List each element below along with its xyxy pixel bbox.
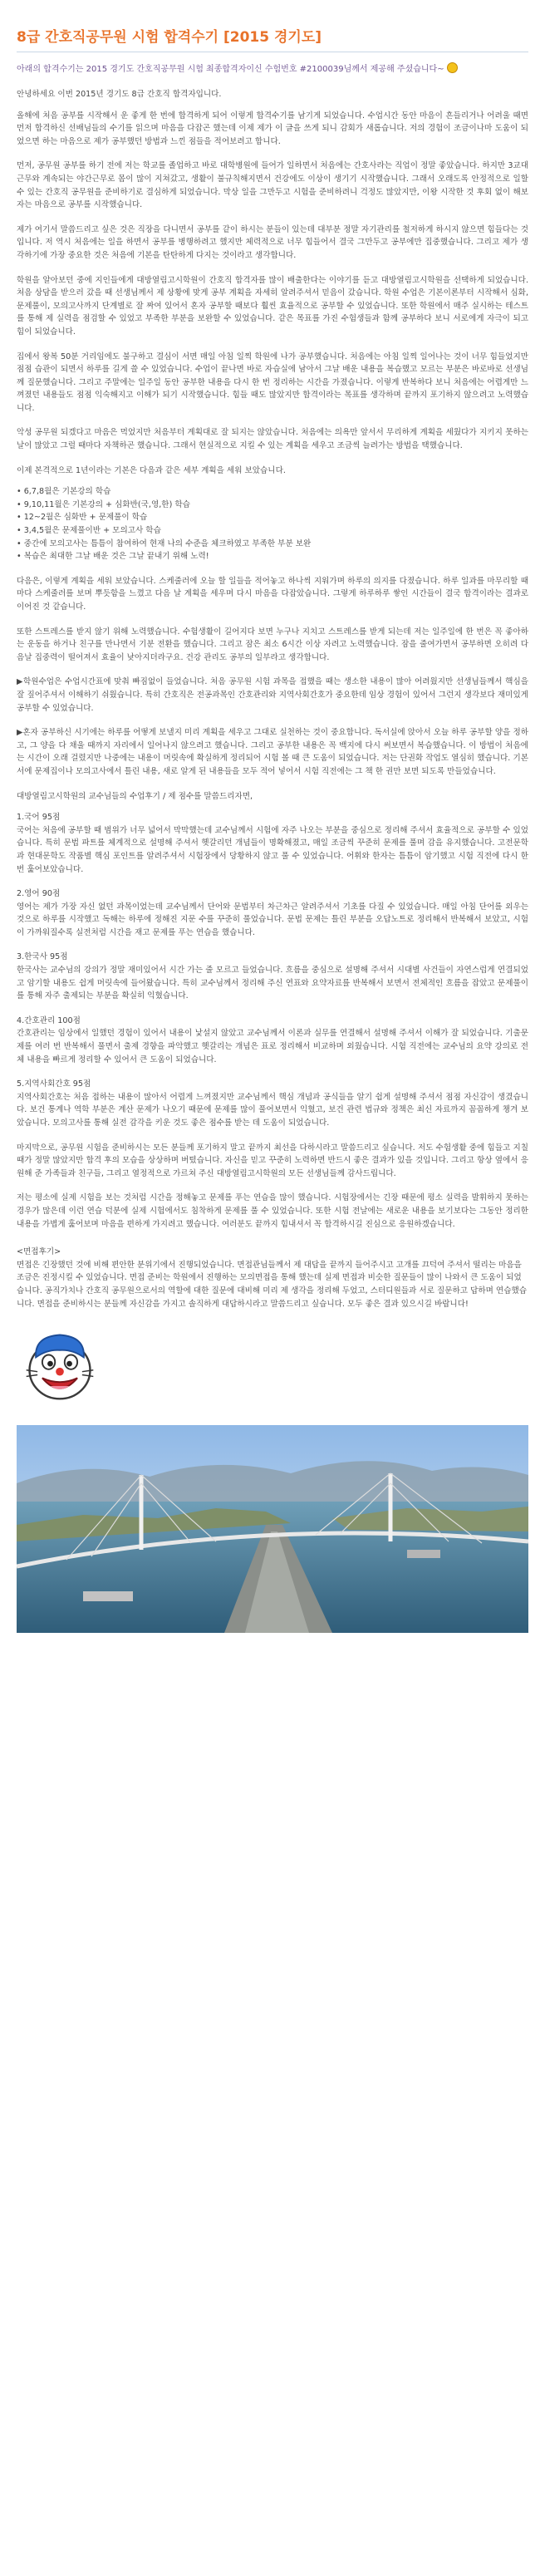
interview-review: [17, 1246, 528, 1310]
paragraph: 또한 스트레스를 받지 않기 위해 노력했습니다. 수험생활이 길어지다 보면 누구나 지치고 스트레스를 받게 되는데 저는 일주일에 한 번은 꼭 좋아하는 운동을 하거나 친구를 만나면서 기분 전환을 했습니다. 그리고 잠은 최소 6시간 이상 자려고 노력했습니다. 잠을 줄여가면서 공부하면 오히려 다음날 집중력이 떨어져서 효율이 낮아지더라구요. 건강 관리도 공부의 일부라고 생각합니다.: [17, 627, 528, 662]
subject-body: 한국사는 교수님의 강의가 정말 재미있어서 시간 가는 줄 모르고 들었습니다. 흐름을 중심으로 설명해 주셔서 시대별 사건들이 자연스럽게 연결되었고 암기할 내용도 쉽게 머릿속에 들어왔습니다. 특히 교수님께서 정리해 주신 연표와 요약자료를 반복해서 보면서 전체적인 흐름을 잡았고 문제풀이를 통해 자주 출제되는 부분을 확실히 익혔습니다.: [17, 966, 528, 1001]
smiley-icon: [447, 62, 458, 73]
interview-review-heading: <면접후기>: [17, 1247, 61, 1257]
list-item: • 9,10,11월은 기본강의 + 심화반(국,영,한) 학습: [17, 499, 190, 509]
paragraph: 집에서 왕복 50분 거리임에도 불구하고 결심이 서면 매일 아침 일찍 학원에 나가 공부했습니다. 처음에는 아침 일찍 일어나는 것이 너무 힘들었지만 점점 습관이 되면서 하루를 길게 쓸 수 있었습니다. 수업이 끝나면 바로 자습실에 남아서 그날 배운 내용을 복습했고 모르는 부분은 바로바로 선생님께 질문했습니다. 그리고 주말에는 일주일 동안 공부한 내용을 다시 한 번 정리하는 시간을 가졌습니다. 이렇게 반복하다 보니 처음에는 어렵게만 느껴졌던 내용들도 점점 익숙해지고 이해가 되기 시작했습니다. 힘들 때도 많았지만 합격이라는 목표를 생각하며 끝까지 포기하지 않으려고 노력했습니다.: [17, 351, 528, 413]
paragraph: 안녕하세요 이번 2015년 경기도 8급 간호직 합격자입니다.: [17, 90, 222, 99]
interview-review-body: 면접은 긴장했던 것에 비해 편안한 분위기에서 진행되었습니다. 면접관님들께서 제 대답을 끝까지 들어주시고 고개를 끄덕여 주셔서 떨리는 마음을 조금은 진정시킬 수 있었습니다. 면접 준비는 학원에서 진행하는 모의면접을 통해 했는데 실제 면접과 비슷한 질문들이 많이 나와서 큰 도움이 되었습니다. 공직가치나 간호직 공무원으로서의 역할에 대한 질문에 대비해 미리 제 생각을 정리해 두었고, 스터디원들과 서로 질문하고 답하며 연습했습니다. 면접을 준비하시는 분들께 자신감을 가지고 솔직하게 대답하시라고 말씀드리고 싶습니다. 모두 좋은 결과 있으시길 바랍니다!: [17, 1260, 527, 1309]
harbor-bridge-photo: [17, 1425, 528, 1633]
subject-title: 3.한국사 95점: [17, 952, 68, 962]
paragraph: 마지막으로, 공무원 시험을 준비하시는 모든 분들께 포기하지 말고 끝까지 최선을 다하시라고 말씀드리고 싶습니다. 저도 수험생활 중에 힘들고 지칠 때가 정말 많았지만 합격 후의 모습을 상상하며 버텼습니다. 자신을 믿고 꾸준히 노력하면 반드시 좋은 결과가 있을 것입니다. 그리고 항상 옆에서 응원해 준 가족들과 친구들, 그리고 열정적으로 가르쳐 주신 대방열림고시학원의 모든 선생님들께 감사드립니다.: [17, 1143, 528, 1178]
subject-reviews: [17, 811, 528, 1129]
subject-body: 국어는 처음에 공부할 때 범위가 너무 넓어서 막막했는데 교수님께서 시험에 자주 나오는 부분을 중심으로 정리해 주셔서 효율적으로 공부할 수 있었습니다. 특히 문법 파트를 체계적으로 설명해 주셔서 헷갈리던 개념들이 명확해졌고, 매일 조금씩 꾸준히 문제를 풀며 감을 유지했습니다. 고전문학과 현대문학도 작품별 핵심 포인트를 알려주셔서 시험장에서 당황하지 않고 풀 수 있었습니다. 어휘와 한자는 틈틈이 암기했고 시험 직전에 다시 한 번 훑어보았습니다.: [17, 825, 528, 874]
paragraph: 올해에 처음 공부를 시작해서 운 좋게 한 번에 합격하게 되어 이렇게 합격수기를 남기게 되었습니다. 수업시간 동안 마음이 흔들리거나 어려울 때면 먼저 합격하신 선배님들의 수기를 읽으며 마음을 다잡곤 했는데 이제 제가 이 글을 쓰게 되니 감회가 새롭습니다. 저의 경험이 조금이나마 도움이 되었으면 하는 마음으로 제가 공부했던 방법과 느낀 점들을 적어보려고 합니다.: [17, 111, 528, 146]
paragraph: 악성 공무원 되겠다고 마음은 먹었지만 처음부터 계획대로 잘 되지는 않았습니다. 처음에는 의욕만 앞서서 무리하게 계획을 세웠다가 지키지 못하는 날이 많았고 그럴 때마다 자책하곤 했습니다. 그래서 현실적으로 지킬 수 있는 계획을 세우고 조금씩 늘려가는 방법을 택했습니다.: [17, 428, 528, 451]
subject-community-nursing: [17, 1078, 528, 1129]
study-plan-list: [17, 485, 528, 563]
subject-body: 간호관리는 임상에서 일했던 경험이 있어서 내용이 낯설지 않았고 교수님께서 이론과 실무를 연결해서 설명해 주셔서 이해가 잘 되었습니다. 기출문제를 여러 번 반복해서 풀면서 출제 경향을 파악했고 헷갈리는 개념은 표로 정리해서 비교하며 외웠습니다. 시험 직전에는 교수님의 요약 강의로 전체 내용을 빠르게 정리할 수 있어서 큰 도움이 되었습니다.: [17, 1029, 528, 1064]
paragraph: 저는 평소에 실제 시험을 보는 것처럼 시간을 정해놓고 문제를 푸는 연습을 많이 했습니다. 시험장에서는 긴장 때문에 평소 실력을 발휘하지 못하는 경우가 많은데 이런 연습 덕분에 실제 시험에서도 침착하게 문제를 풀 수 있었습니다. 또한 시험 전날에는 새로운 내용을 보기보다는 그동안 정리한 내용을 가볍게 훑어보며 마음을 편하게 가지려고 했습니다. 여러분도 끝까지 힘내셔서 꼭 합격하시길 진심으로 응원하겠습니다.: [17, 1193, 528, 1229]
subject-body: 지역사회간호는 처음 접하는 내용이 많아서 어렵게 느껴졌지만 교수님께서 핵심 개념과 공식들을 알기 쉽게 설명해 주셔서 점점 자신감이 생겼습니다. 보건 통계나 역학 부분은 계산 문제가 나오기 때문에 문제를 많이 풀어보면서 익혔고, 보건 관련 법규와 정책은 최신 자료까지 꼼꼼하게 챙겨 보았습니다. 모의고사를 통해 실전 감각을 키운 것도 좋은 점수를 받는 데 도움이 되었습니다.: [17, 1092, 528, 1128]
list-item: • 6,7,8월은 기본강의 학습: [17, 487, 111, 497]
list-item: • 중간에 모의고사는 틈틈이 참여하여 현재 나의 수준을 체크하였고 부족한 부분 보완: [17, 538, 312, 548]
paragraph: 이제 본격적으로 1년이라는 기본은 다음과 같은 세부 계획을 세워 보았습니다.: [17, 465, 286, 475]
post-title: 8급 간호직공무원 시험 합격수기 [2015 경기도]: [17, 29, 322, 46]
paragraph: 학원을 알아보던 중에 지인들에게 대방열림고시학원이 간호직 합격자를 많이 배출한다는 이야기를 듣고 대방열림고시학원을 선택하게 되었습니다. 처음 상담을 받으러 갔을 때 선생님께서 제 상황에 맞게 공부 계획을 자세히 알려주셔서 믿음이 갔습니다. 학원 수업은 기본이론부터 시작해서 심화, 문제풀이, 모의고사까지 단계별로 잘 짜여 있어서 혼자 공부할 때보다 훨씬 효율적으로 공부할 수 있었습니다. 또한 학원에서 매주 실시하는 테스트를 통해 제 실력을 점검할 수 있었고 부족한 부분을 보완할 수 있었습니다. 같은 목표를 가진 수험생들과 함께 공부하다 보니 서로에게 자극이 되고 힘이 되었습니다.: [17, 275, 528, 337]
paragraph: ▶학원수업은 수업시간표에 맞춰 빠짐없이 들었습니다. 처음 공무원 시험 과목을 접했을 때는 생소한 내용이 많아 어려웠지만 선생님들께서 핵심을 잘 짚어주셔서 이해하기 쉬웠습니다. 특히 간호직은 전공과목인 간호관리와 지역사회간호가 중요한데 임상 경험이 있어서 그런지 생각보다 재미있게 공부할 수 있었습니다.: [17, 677, 528, 713]
paragraph: 대방열림고시학원의 교수님들의 수업후기 / 제 점수를 말씀드리자면,: [17, 791, 253, 801]
paragraph: 먼저, 공무원 공부를 하기 전에 저는 학교를 졸업하고 바로 대학병원에 들어가 일하면서 처음에는 간호사라는 직업이 정말 좋았습니다. 하지만 3교대 근무와 계속되는 야간근무로 몸이 많이 지쳐갔고, 생활이 불규칙해지면서 건강에도 이상이 생기기 시작했습니다. 그래서 오래도록 안정적으로 일할 수 있는 간호직 공무원을 준비하기로 결심하게 되었습니다. 막상 일을 그만두고 시험을 준비하려니 걱정도 많았지만, 이왕 시작한 것 후회 없이 해보자는 마음으로 공부를 시작했습니다.: [17, 161, 528, 210]
paragraph: 다음은, 이렇게 계획을 세워 보았습니다. 스케줄러에 오늘 할 일들을 적어놓고 하나씩 지워가며 하루의 의지를 다졌습니다. 하루 일과를 마무리할 때마다 스케줄러를 보며 뿌듯함을 느꼈고 다음 날 계획을 세우며 다시 마음을 다잡았습니다. 그렇게 하루하루 쌓인 시간들이 결국 합격이라는 결과로 이어진 것 같습니다.: [17, 576, 528, 612]
body-paragraphs: [17, 88, 528, 477]
body-paragraphs-3: [17, 1142, 528, 1231]
subject-title: 2.영어 90점: [17, 889, 61, 899]
subject-title: 5.지역사회간호 95점: [17, 1079, 91, 1089]
paragraph: ▶혼자 공부하신 시기에는 하루를 어떻게 보낼지 미리 계획을 세우고 그대로 실천하는 것이 중요합니다. 독서실에 앉아서 오늘 하루 공부할 양을 정하고, 그 양을 다 채울 때까지 자리에서 일어나지 않으려고 했습니다. 그리고 공부한 내용은 꼭 백지에 다시 써보면서 복습했습니다. 이 방법이 처음에는 시간이 오래 걸렸지만 나중에는 내용이 머릿속에 확실하게 정리되어 시험 볼 때 큰 도움이 되었습니다. 저는 단권화 작업도 열심히 했습니다. 기본서에 문제집이나 모의고사에서 틀린 내용, 새로 알게 된 내용들을 모두 적어 넣어서 시험 직전에는 그 책 한 권만 보면 되도록 만들었습니다.: [17, 728, 528, 776]
list-item: • 12~2월은 심화반 + 문제풀이 학습: [17, 513, 148, 523]
subject-title: 1.국어 95점: [17, 813, 61, 823]
subject-nursing-management: [17, 1015, 528, 1066]
subject-korean-history: [17, 951, 528, 1002]
subject-korean: [17, 811, 528, 876]
post-intro: [17, 62, 528, 76]
post-intro-text: 아래의 합격수기는 2015 경기도 간호직공무원 시험 최종합격자이신 수험번호 #2100039님께서 제공해 주셨습니다~: [17, 65, 444, 74]
list-item: • 복습은 최대한 그날 배운 것은 그날 끝내기 위해 노력!: [17, 552, 209, 562]
list-item: • 3,4,5월은 문제풀이반 + 모의고사 학습: [17, 526, 161, 536]
subject-body: 영어는 제가 가장 자신 없던 과목이었는데 교수님께서 단어와 문법부터 차근차근 알려주셔서 기초를 다질 수 있었습니다. 매일 아침 단어를 외우는 것으로 하루를 시작했고 독해는 하루에 정해진 지문 수를 꾸준히 풀었습니다. 문법 문제는 틀린 부분을 오답노트로 정리해서 반복해서 보았고, 시험이 가까워질수록 실전처럼 시간을 재고 문제를 푸는 연습을 했습니다.: [17, 902, 528, 937]
body-paragraphs-2: [17, 575, 528, 803]
subject-english: [17, 887, 528, 939]
subject-title: 4.간호관리 100점: [17, 1015, 81, 1025]
paragraph: 제가 여기서 말씀드리고 싶은 것은 직장을 다니면서 공부를 같이 하시는 분들이 있는데 대부분 정말 자기관리를 철저하게 하시지 않으면 힘들다는 것입니다. 저 역시 처음에는 일을 하면서 공부를 병행하려고 했지만 체력적으로 너무 힘들어서 결국 그만두고 공부에만 집중했습니다. 그리고 제가 생각하기에 가장 중요한 것은 처음에 기본을 탄탄하게 다지는 것이라고 생각합니다.: [17, 224, 528, 260]
smiling-face-emoticon-icon: [20, 1325, 100, 1405]
